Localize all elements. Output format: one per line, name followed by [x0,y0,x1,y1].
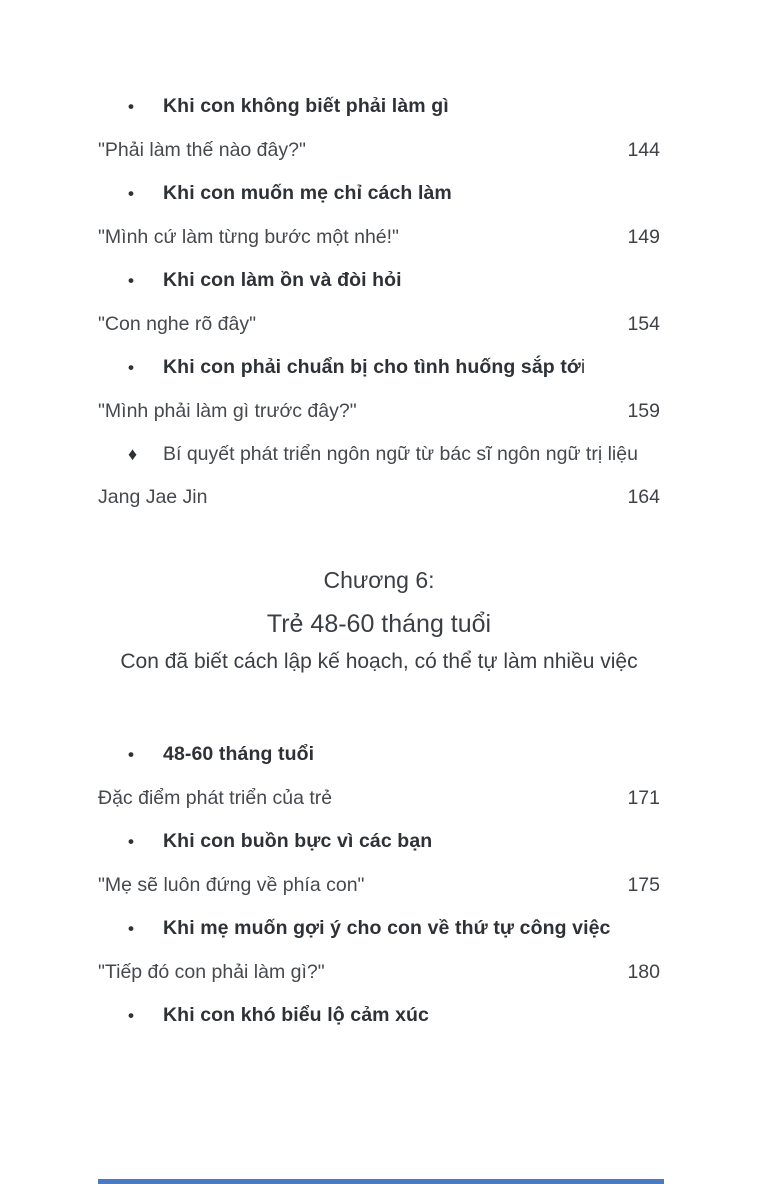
toc-quote: "Mình cứ làm từng bước một nhé!" [98,226,399,248]
toc-item-label-main: Khi con phải chuẩn bị cho tình huống sắp tớ [163,356,581,378]
toc-item-label [163,355,660,379]
toc-item-label [163,916,660,940]
toc-page-number: 154 [627,313,660,335]
toc-item-label [163,94,660,118]
bullet-icon: • [128,184,135,203]
diamond-icon: ♦ [128,444,138,464]
toc-item-label [163,742,660,766]
bullet-icon: • [128,745,135,764]
toc-entry [98,873,660,897]
toc-page-number: 180 [627,961,660,983]
chapter-label: Chương 6: [323,567,435,593]
toc-item-label-main: Khi mẹ muốn gợi ý cho con về thứ tự công việc [163,917,611,939]
chapter-title: Trẻ 48-60 tháng tuổi [266,610,492,638]
chapter-heading-block [98,563,660,678]
toc-item-label [163,268,660,292]
bullet-icon: • [128,919,135,938]
toc-page-number: 144 [627,139,660,161]
bullet-icon: • [128,358,135,377]
toc-item-label-main: Khi con không biết phải làm gì [163,95,449,117]
toc-item-heading [98,268,660,293]
toc-item-label [163,829,660,853]
toc-quote: "Phải làm thế nào đây?" [98,139,306,161]
bullet-icon: • [128,271,135,290]
special-entry-continuation [98,485,660,509]
toc-quote: "Con nghe rõ đây" [98,313,257,335]
toc-item-heading [98,1003,660,1028]
toc-item-label-main: Khi con khó biểu lộ cảm xúc [163,1004,429,1026]
toc-item-label-main: Khi con muốn mẹ chỉ cách làm [163,182,452,204]
toc-page-number: 171 [627,787,660,809]
toc-page-number: 149 [627,226,660,248]
toc-quote: "Tiếp đó con phải làm gì?" [98,961,325,983]
toc-page-number: 175 [627,874,660,896]
toc-item-heading [98,916,660,941]
toc-item-label-suffix: i [580,356,586,378]
chapter-subtitle: Con đã biết cách lập kế hoạch, có thể tự làm nhiều việc [120,650,638,673]
toc-item-heading [98,355,660,380]
toc-item-label-main: 48-60 tháng tuổi [163,743,315,765]
page-progress-bar [98,1179,664,1184]
toc-quote: Đặc điểm phát triển của trẻ [98,787,333,809]
toc-item-heading [98,94,660,119]
toc-entry [98,138,660,162]
bullet-icon: • [128,97,135,116]
toc-item-label [163,1003,660,1027]
toc-item-heading [98,181,660,206]
toc-item-heading [98,829,660,854]
author-name: Jang Jae Jin [98,486,208,508]
toc-entry [98,786,660,810]
toc-entry [98,225,660,249]
toc-item-heading [98,742,660,767]
toc-entry [98,960,660,984]
toc-entry [98,312,660,336]
toc-quote: "Mình phải làm gì trước đây?" [98,400,357,422]
toc-quote: "Mẹ sẽ luôn đứng về phía con" [98,874,365,896]
toc-page-number: 159 [627,400,660,422]
toc-entry [98,399,660,423]
special-entry [98,442,660,466]
toc-item-label [163,181,660,205]
bullet-icon: • [128,1006,135,1025]
toc-item-label-main: Khi con buồn bực vì các bạn [163,830,433,852]
special-entry-text: Bí quyết phát triển ngôn ngữ từ bác sĩ ngôn ngữ trị liệu [163,443,638,465]
toc-page-number: 164 [627,486,660,508]
bullet-icon: • [128,832,135,851]
toc-item-label-main: Khi con làm ồn và đòi hỏi [163,269,402,291]
